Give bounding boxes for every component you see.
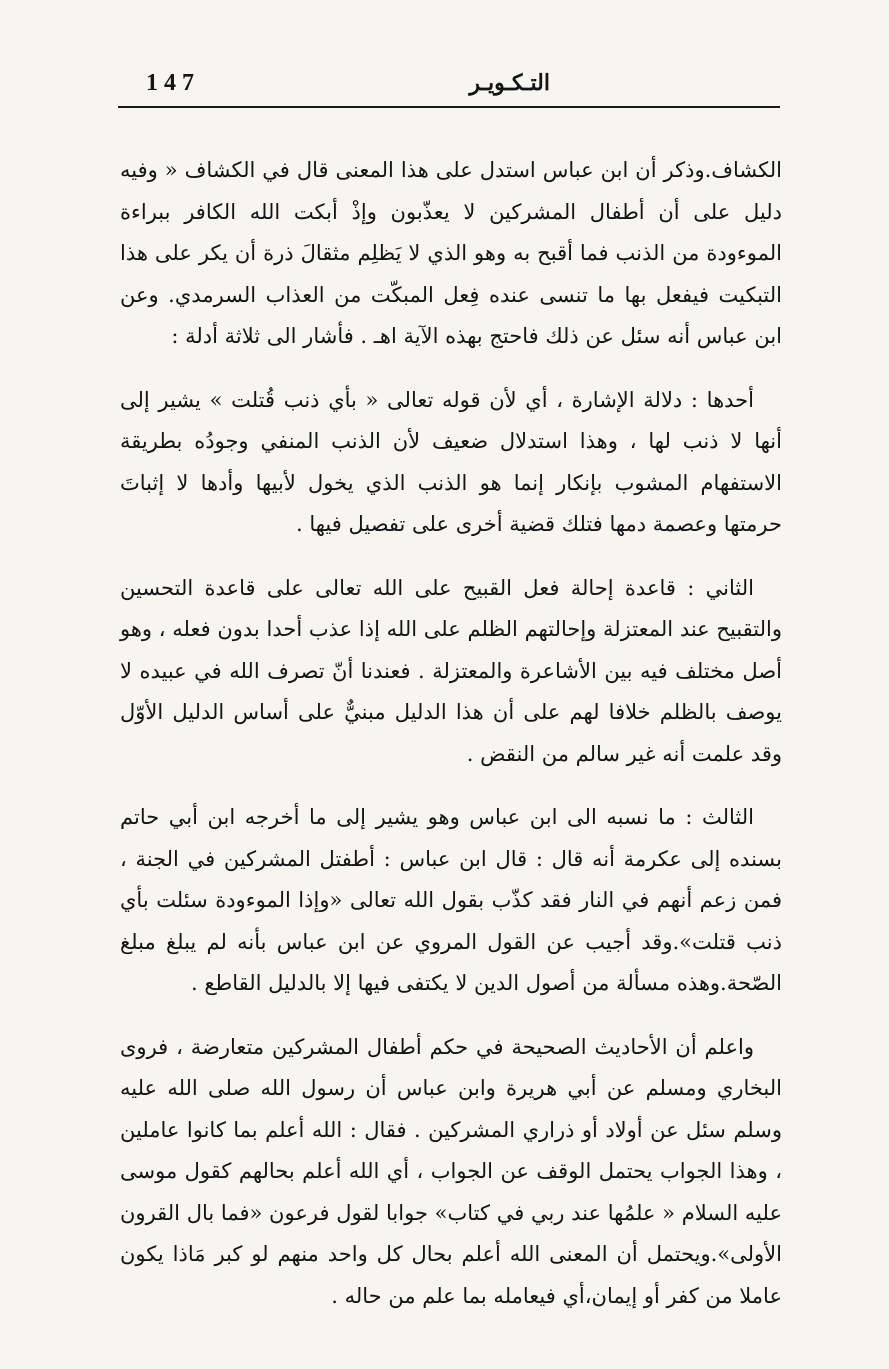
page-body <box>120 150 782 1317</box>
paragraph: واعلم أن الأحاديث الصحيحة في حكم أطفال المشركين متعارضة ، فروى البخاري ومسلم عن أبي هريرة وابن عباس أن رسول الله صلى الله عليه وسلم سئل عن أولاد أو ذراري المشركين . فقال : الله أعلم بما كانوا عاملين ، وهذا الجواب يحتمل الوقف عن الجواب ، أي الله أعلم بحالهم كقول موسى عليه السلام « علمُها عند ربي في كتاب» جوابا لقول فرعون «فما بال القرون الأولى».ويحتمل أن المعنى الله أعلم بحال كل واحد منهم لو كبر مَاذا يكون عاملا من كفر أو إيمان،أي فيعامله بما علم من حاله . <box>120 1034 782 1308</box>
header-rule <box>118 106 780 108</box>
page-number: 147 <box>146 70 200 96</box>
running-title: التـكـويـر <box>469 70 550 96</box>
paragraph: الثاني : قاعدة إحالة فعل القبيح على الله تعالى على قاعدة التحسين والتقبيح عند المعتزلة وإحالتهم الظلم على الله إذا عذب أحدا بدون فعله ، وهو أصل مختلف فيه بين الأشاعرة والمعتزلة . فعندنا أنّ تصرف الله في عبيده لا يوصف بالظلم خلافا لهم على أن هذا الدليل مبنيٌّ على أساس الدليل الأوّل وقد علمت أنه غير سالم من النقض . <box>120 575 782 766</box>
paragraph: الكشاف.وذكر أن ابن عباس استدل على هذا المعنى قال في الكشاف « وفيه دليل على أن أطفال المشركين لا يعذّبون وإذْ أبكت الله الكافر ببراءة الموءودة من الذنب فما أقبح به وهو الذي لا يَظلِم مثقالَ ذرة أن يكر على هذا التبكيت فيفعل بها ما تنسى عنده فِعل المبكّت من العذاب السرمدي. وعن ابن عباس أنه سئل عن ذلك فاحتج بهذه الآية اهـ . فأشار الى ثلاثة أدلة : <box>120 158 782 348</box>
paragraph: أحدها : دلالة الإشارة ، أي لأن قوله تعالى « بأي ذنب قُتلت » يشير إلى أنها لا ذنب لها ، وهذا استدلال ضعيف لأن الذنب المنفي وجودُه بطريقة الاستفهام المشوب بإنكار إنما هو الذنب الذي يخول لأبيها وأدها لا إثباتَ حرمتها وعصمة دمها فتلك قضية أخرى على تفصيل فيها . <box>120 387 782 536</box>
paragraph: الثالث : ما نسبه الى ابن عباس وهو يشير إلى ما أخرجه ابن أبي حاتم بسنده إلى عكرمة أنه قال : قال ابن عباس : أطفتل المشركين في الجنة ، فمن زعم أنهم في النار فقد كذّب بقول الله تعالى «وإذا الموءودة سئلت بأي ذنب قتلت».وقد أجيب عن القول المروي عن ابن عباس بأنه لم يبلغ مبلغ الصّحة.وهذه مسألة من أصول الدين لا يكتفى فيها إلا بالدليل القاطع . <box>120 805 782 995</box>
page-header <box>118 64 780 108</box>
